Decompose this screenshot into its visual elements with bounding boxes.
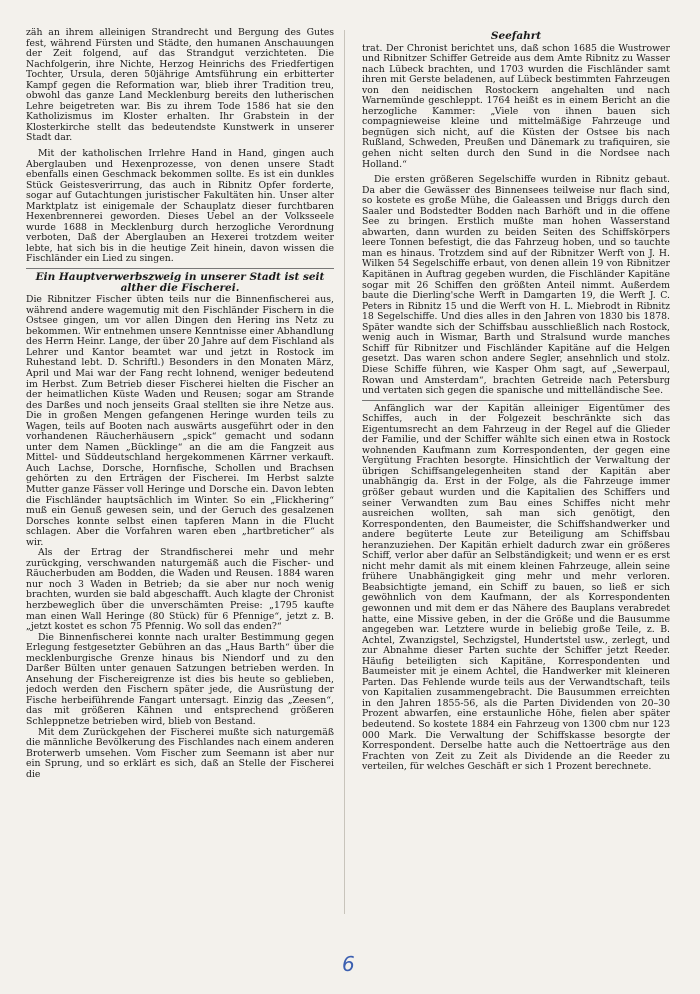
divider <box>362 400 670 401</box>
left-column <box>26 28 334 924</box>
right-column <box>362 28 670 924</box>
section-heading-fischerei: Ein Hauptverwerbszweig in unserer Stadt ist seit alther die Fischerei. <box>35 271 325 294</box>
paragraph: Die ersten größeren Segelschiffe wurden in Ribnitz gebaut. Da aber die Gewässer des Binnensees teilweise nur flach sind, so kostete es große Mühe, die Galeassen und Briggs durch den Saaler und Bodstedter Bodden nach Barhöft und in die offene See zu bringen. Erstlich mußte man hohen Wasserstand abwarten, dann wurden zu beiden Seiten des Schiffskörpers leere Tonnen befestigt, die das Fahrzeug hoben, und so tauchte man es hinaus. Trotzdem sind auf der Ribnitzer Werft von J. H. Wilken 54 Segelschiffe erbaut, von denen allein 19 von Ribnitzer Kapitänen in Auftrag gegeben wurden, die Fischländer Kapitäne sogar mit 26 Schiffen den größten Anteil nimmt. Außerdem baute die Dierling'sche Werft in Damgarten 19, die Werft J. C. Peters in Ribnitz 15 und die Werft von H. L. Miebrodt in Ribnitz 18 Segelschiffe. Und dies alles in den Jahren von 1830 bis 1878. Später wandte sich der Schiffsbau ausschließlich nach Rostock, wenig auch in Wismar, Barth und Stralsund wurde manches Schiff für Ribnitzer und Fischländer Kapitäne auf die Helgen gesetzt. Das waren schon andere Segler, ansehnlich und stolz. Diese Schiffe führen, wie Kasper Ohm sagt, auf „Sewerpaul, Rowan und Amsterdam“, brachten Getreide nach Petersburg und vertaten sich gegen die spanische und mittelländische See. <box>362 174 670 397</box>
section-heading-seefahrt: Seefahrt <box>490 30 542 42</box>
paragraph: Als der Ertrag der Strandfischerei mehr und mehr zurückging, verschwanden naturgemäß auch die Fischer- und Räucherbuden am Bodden, die Waden und Reusen. 1884 waren nur noch 3 Waden in Betrieb; da sie aber nur noch wenig brachten, wurden sie bald abgeschafft. Auch klagte der Chronist herzbeweglich über die unverschämten Preise: „1795 kaufte man einen Wall Heringe (80 Stück) für 6 Pfennige“, jetzt z. B. „jetzt kostet es schon 75 Pfennig. Wo soll das enden?“ <box>26 547 334 633</box>
divider <box>26 268 334 269</box>
page-number: 6 <box>342 952 355 976</box>
paragraph: Die Ribnitzer Fischer übten teils nur die Binnenfischerei aus, während andere wagemutig mit den Fischländer Fischern in die Ostsee gingen, um vor allen Dingen den Hering ins Netz zu bekommen. Wir entnehmen unsere Kenntnisse einer Abhandlung des Herrn Heinr. Lange, der über 20 Jahre auf dem Fischland als Lehrer und Kantor beamtet war und jetzt in Rostock im Ruhestand lebt. D. Schriftl.) Besonders in den Monaten März, April und Mai war der Fang recht lohnend, weniger bedeutend im Herbst. Zum Betrieb dieser Fischerei hielten die Fischer an der heimatlichen Küste Waden und Reusen; sogar am Strande des Darßes und noch jenseits Graal stellten sie ihre Netze aus. Die in großen Mengen gefangenen Heringe wurden teils zu Wagen, teils auf Booten nach auswärts ausgeführt oder in den vorhandenen Räucherhäusern „spick“ gemacht und sodann unter dem Namen „Bücklinge“ an die am die Fangzeit aus Mittel- und Süddeutschland hergekommenen Kärrner verkauft. Auch Lachse, Dorsche, Hornfische, Schollen und Brachsen gehörten zu den Erträgen der Fischerei. Im Herbst salzte Mutter ganze Fässer voll Heringe und Dorsche ein. Davon lebten die Fischländer hauptsächlich im Winter. So ein „Flickhering“ muß ein Genuß gewesen sein, und der Geruch des gesalzenen Dorsches konnte selbst einen tapferen Mann in die Flucht schlagen. Aber die Vorfahren waren eben „hartbreticher“ als wir. <box>26 294 334 548</box>
column-divider <box>344 30 345 914</box>
paragraph: Anfänglich war der Kapitän alleiniger Eigentümer des Schiffes, auch in der Folgezeit beschränkte sich das Eigentumsrecht an dem Fahrzeug in der Regel auf die Glieder der Familie, und der Schiffer wählte sich einen etwa in Rostock wohnenden Kaufmann zum Korrespondenten, der gegen eine Vergütung Frachten besorgte. Hinsichtlich der Verwaltung der übrigen Schiffsangelegenheiten stand der Kapitän aber unabhängig da. Erst in der Folge, als die Fahrzeuge immer größer gebaut wurden und die Kapitalien des Schiffers und seiner Verwandten zum Bau eines Schiffes nicht mehr ausreichen wollten, sah man sich genötigt, den Korrespondenten, den Baumeister, die Schiffshandwerker und andere begüterte Leute zur Beteiligung am Schiffsbau heranzuziehen. Der Kapitän erhielt dadurch zwar ein größeres Schiff, verlor aber dafür an Selbständigkeit; und wenn er es erst nicht mehr damit als mit einem kleinen Fahrzeuge, allein seine frühere Unabhängigkeit ging mehr und mehr verloren. Beabsichtigte jemand, ein Schiff zu bauen, so ließ er sich gewöhnlich von dem Kaufmann, der als Korrespondenten gewonnen und mit dem er das Nähere des Bauplans verabredet hatte, eine Missive geben, in der die Größe und die Bausumme angegeben war. Letztere wurde in beliebig große Teile, z. B. Achtel, Zwanzigstel, Sechzigstel, Hundertstel usw., zerlegt, und zur Abnahme dieser Parten suchte der Schiffer jetzt Reeder. Häufig beteiligten sich Kapitäne, Korrespondenten und Baumeister mit je einem Achtel, die Handwerker mit kleineren Parten. Das Fehlende wurde teils aus der Verwandtschaft, teils von Kapitalien zusammengebracht. Die Bausummen erreichten in den Jahren 1855-56, als die Parten Dividenden von 20–30 Prozent abwarfen, eine erstaunliche Höhe, fielen aber später bedeutend. So kostete 1884 ein Fahrzeug von 1300 cbm nur 123 000 Mark. Die Verwaltung der Schiffskasse besorgte der Korrespondent. Derselbe hatte auch die Nettoerträge aus den Frachten von Zeit zu Zeit als Dividende an die Reeder zu verteilen, für welches Geschäft er sich 1 Prozent berechnete. <box>362 402 670 773</box>
paragraph: Mit dem Zurückgehen der Fischerei mußte sich naturgemäß die männliche Bevölkerung des Fischlandes nach einem anderen Broterwerb umsehen. Vom Fischer zum Seemann ist aber nur ein Sprung, und so erklärt es sich, daß an Stelle der Fischerei die <box>26 726 334 780</box>
paragraph: Die Binnenfischerei konnte nach uralter Bestimmung gegen Erlegung festgesetzter Gebühren an das „Haus Barth“ über die mecklenburgische Grenze hinaus bis Niendorf und zu den Darßer Bülten unter genauen Satzungen betrieben werden. In Ansehung der Fischereigrenze ist dies bis heute so geblieben, jedoch werden den Fischern später jede, die Ausrüstung der Fische herbeiführende Fangart untersagt. Einzig das „Zeesen“, das mit größeren Kähnen und entsprechend größeren Schleppnetze betrieben wird, blieb von Bestand. <box>26 631 334 727</box>
paragraph: trat. Der Chronist berichtet uns, daß schon 1685 die Wustrower und Ribnitzer Schiffer Getreide aus dem Amte Ribnitz zu Wasser nach Lübeck brachten, und 1703 wurden die Fischländer samt ihren mit Gerste beladenen, auf Lübeck bestimmten Fahrzeugen von den neidischen Rostockern angehalten und nach Warnemünde geschleppt. 1764 heißt es in einem Bericht an die herzogliche Kammer: „Viele von ihnen bauen sich compagnieweise kleine und mittelmäßige Fahrzeuge und begnügen sich nicht, auf die Küsten der Ostsee bis nach Rußland, Schweden, Preußen und Dänemark zu trafiquiren, sie gehen nicht selten durch den Sund in die Nordsee nach Holland.“ <box>362 42 670 170</box>
paragraph: zäh an ihrem alleinigen Strandrecht und Bergung des Gutes fest, während Fürsten und Städte, den humanen Anschauungen der Zeit folgend, auf das Strandgut verzichteten. Die Nachfolgerin, ihre Nichte, Herzog Heinrichs des Friedfertigen Tochter, Ursula, deren 50jährige Amtsführung ein erbitterter Kampf gegen die Reformation war, blieb ihrer Tradition treu, obwohl das ganze Land Mecklenburg bereits den lutherischen Lehre beigetreten war. Bis zu ihrem Tode 1586 hat sie den Katholizismus im Kloster erhalten. Ihr Grabstein in der Klosterkirche stellt das bedeutendste Kunstwerk in unserer Stadt dar. <box>26 28 334 144</box>
paragraph: Mit der katholischen Irrlehre Hand in Hand, gingen auch Aberglauben und Hexenprozesse, von denen unsere Stadt ebenfalls einen Geschmack bekommen sollte. Es ist ein dunkles Stück Geistesverirrung, das auch in Ribnitz Opfer forderte, sogar auf Gutachtungen juristischer Fakultäten hin. Unser alter Marktplatz ist einigemale der Schauplatz dieser furchtbaren Hexenbrennerei geworden. Dieses Uebel an der Volksseele wurde 1688 in Mecklenburg durch herzogliche Verordnung verboten, Daß der Aberglauben an Hexerei trotzdem weiter lebte, hat sich bis in die heutige Zeit hinein, davon wissen die Fischländer ein Lied zu singen. <box>26 148 334 265</box>
